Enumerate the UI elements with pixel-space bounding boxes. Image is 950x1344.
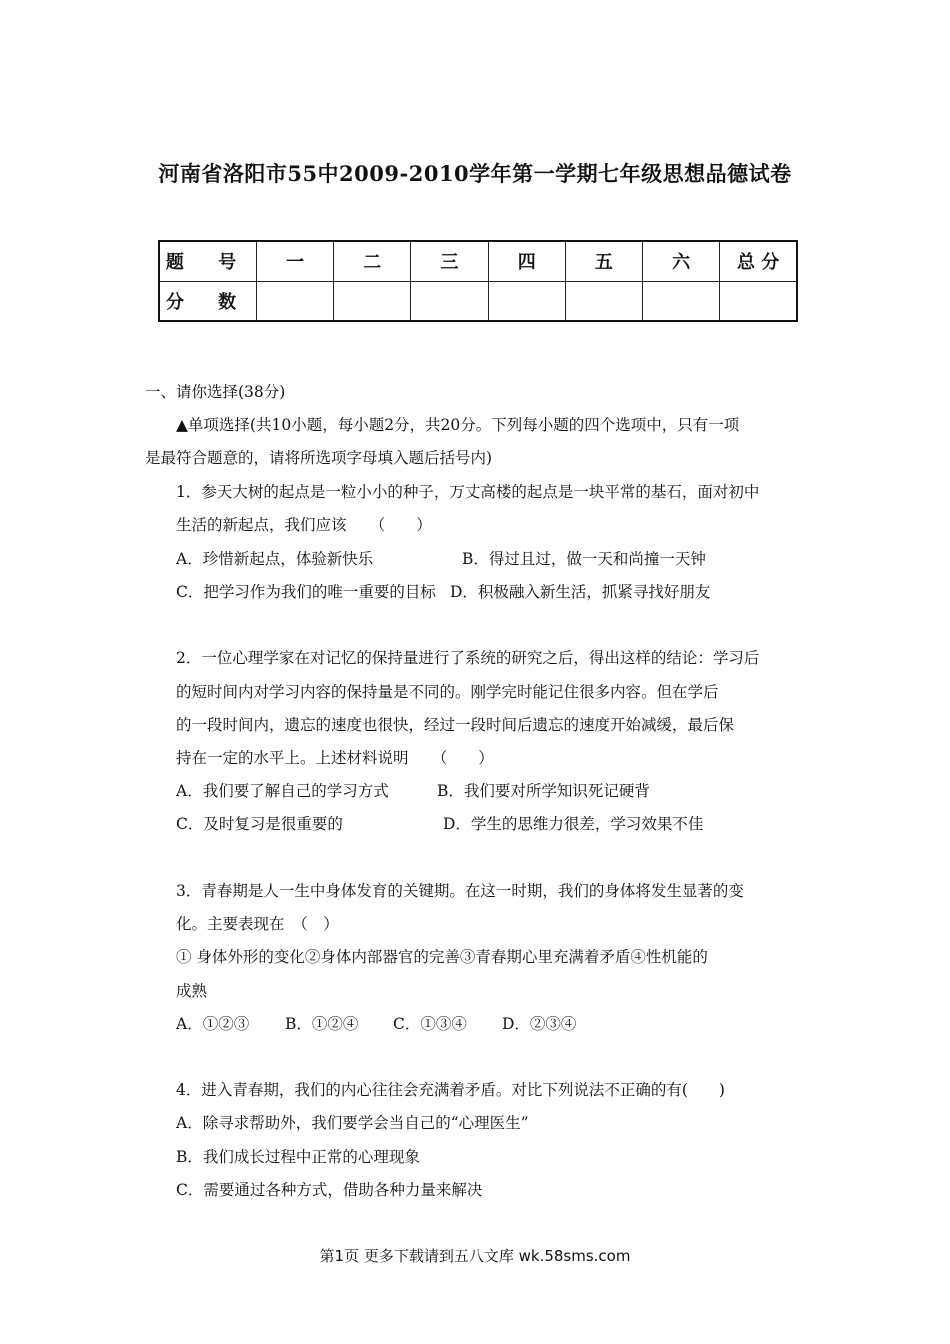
q3-option-b: B．①②④ xyxy=(285,1015,359,1033)
score-column-total: 总 分 xyxy=(720,241,797,281)
q2-option-b: B．我们要对所学知识死记硬背 xyxy=(437,782,650,800)
score-cell xyxy=(488,281,565,321)
q1-option-b: B．得过且过，做一天和尚撞一天钟 xyxy=(462,550,706,568)
score-cell xyxy=(643,281,720,321)
section-heading: 一、请你选择(38分) xyxy=(145,383,286,401)
q1-stem-line-2: 生活的新起点，我们应该 （ ） xyxy=(176,516,432,534)
score-column-1: 一 xyxy=(257,241,334,281)
q3-stem-line-1: 3．青春期是人一生中身体发育的关键期。在这一时期，我们的身体将发生显著的变 xyxy=(176,882,744,900)
q3-choices-line-1: ① 身体外形的变化②身体内部器官的完善③青春期心里充满着矛盾④性机能的 xyxy=(176,948,708,966)
q4-option-c: C．需要通过各种方式，借助各种力量来解决 xyxy=(176,1181,483,1199)
q3-stem-line-2: 化。主要表现在 （ ） xyxy=(176,915,339,933)
q4-option-b: B．我们成长过程中正常的心理现象 xyxy=(176,1148,420,1166)
score-column-3: 三 xyxy=(411,241,488,281)
score-cell xyxy=(411,281,488,321)
q3-choices-line-2: 成熟 xyxy=(176,982,208,1000)
q1-stem-line-1: 1．参天大树的起点是一粒小小的种子，万丈高楼的起点是一块平常的基石，面对初中 xyxy=(176,483,760,501)
score-cell xyxy=(565,281,642,321)
q2-stem-line-4: 持在一定的水平上。上述材料说明 （ ） xyxy=(176,749,494,767)
q2-option-d: D．学生的思维力很差，学习效果不佳 xyxy=(443,815,704,833)
score-table-row1-header: 题 号 xyxy=(159,241,257,281)
q4-stem-line-1: 4．进入青春期，我们的内心往往会充满着矛盾。对比下列说法不正确的有( ) xyxy=(176,1081,725,1099)
q1-option-d: D．积极融入新生活，抓紧寻找好朋友 xyxy=(450,583,711,601)
instruction-line-1: ▲单项选择(共10小题，每小题2分，共20分。下列每小题的四个选项中，只有一项 xyxy=(176,416,740,434)
score-cell xyxy=(334,281,411,321)
q2-option-c: C．及时复习是很重要的 xyxy=(176,815,343,833)
score-column-6: 六 xyxy=(643,241,720,281)
q3-option-d: D．②③④ xyxy=(502,1015,577,1033)
page-footer: 第1页 更多下载请到五八文库 wk.58sms.com xyxy=(319,1247,631,1265)
score-table xyxy=(158,240,798,322)
q3-option-a: A．①②③ xyxy=(176,1015,250,1033)
score-column-5: 五 xyxy=(565,241,642,281)
score-table-score-row xyxy=(159,281,797,321)
q2-stem-line-3: 的一段时间内，遗忘的速度也很快，经过一段时间后遗忘的速度开始减缓，最后保 xyxy=(176,716,735,734)
q2-stem-line-1: 2．一位心理学家在对记忆的保持量进行了系统的研究之后，得出这样的结论：学习后 xyxy=(176,649,760,667)
score-column-2: 二 xyxy=(334,241,411,281)
q2-option-a: A．我们要了解自己的学习方式 xyxy=(176,782,389,800)
score-cell xyxy=(257,281,334,321)
score-table-row2-header: 分 数 xyxy=(159,281,257,321)
q1-option-a: A．珍惜新起点，体验新快乐 xyxy=(176,550,374,568)
q3-option-c: C．①③④ xyxy=(393,1015,467,1033)
q4-option-a: A．除寻求帮助外，我们要学会当自己的“心理医生” xyxy=(176,1114,529,1132)
exam-title: 河南省洛阳市55中2009-2010学年第一学期七年级思想品德试卷 xyxy=(158,161,792,186)
score-cell xyxy=(720,281,797,321)
q1-option-c: C．把学习作为我们的唯一重要的目标 xyxy=(176,583,436,601)
score-table-header-row xyxy=(159,241,797,281)
q2-stem-line-2: 的短时间内对学习内容的保持量是不同的。刚学完时能记住很多内容。但在学后 xyxy=(176,683,719,701)
score-column-4: 四 xyxy=(488,241,565,281)
instruction-line-2: 是最符合题意的，请将所选项字母填入题后括号内) xyxy=(145,449,493,467)
